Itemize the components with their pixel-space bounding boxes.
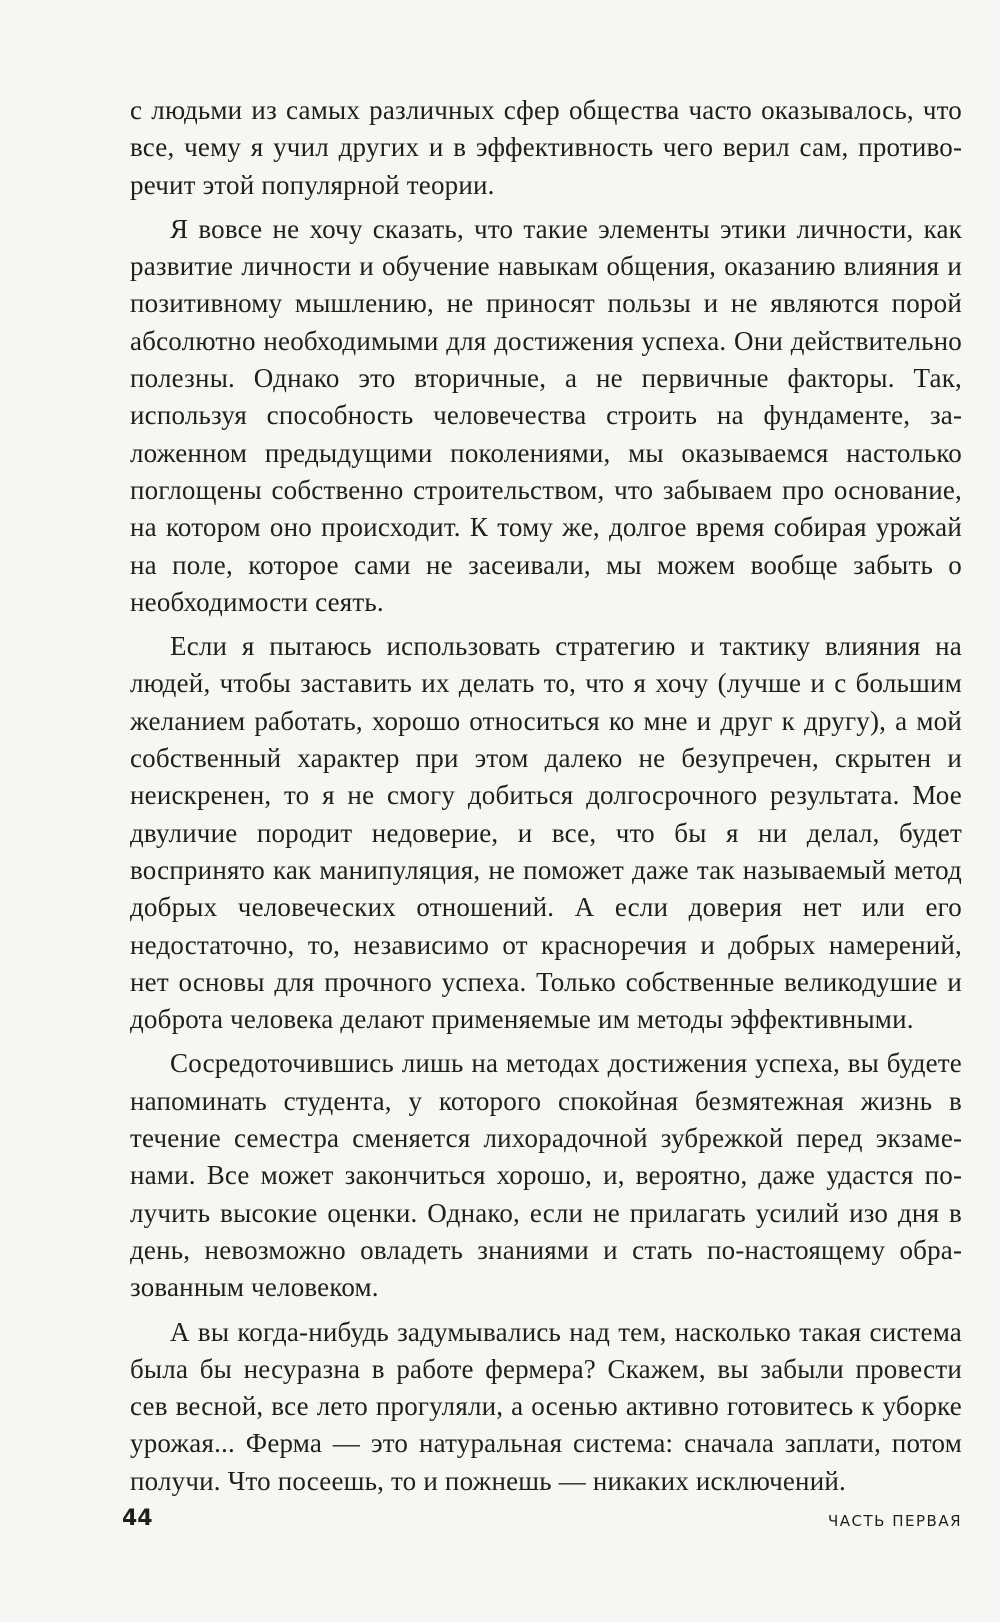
page-body [130,92,962,1507]
paragraph-4: Сосредоточившись лишь на методах достижения успеха, вы будете напоминать студента, у которого спокойная безмятежная жизнь в течение семестра сменяется лихорадочной зубрежкой перед экзаменами. Все может закончиться хорошо, и, вероятно, даже удастся получить высокие оценки. Однако, если не прилагать усилий изо дня в день, невозможно овладеть знаниями и стать по-настоящему образованным человеком. [130,1048,962,1303]
paragraph-3: Если я пытаюсь использовать стратегию и тактику влияния на людей, чтобы заставить их делать то, что я хочу (лучше и с большим желанием работать, хорошо относиться ко мне и друг к другу), а мой собственный характер при этом далеко не безупречен, скрытен и неискренен, то я не смогу добиться долгосрочного результата. Мое двуличие породит недоверие, и все, что бы я ни делал, будет воспринято как манипуляция, не поможет даже так называемый метод добрых человеческих отношений. А если доверия нет или его недостаточно, то, независимо от красноречия и добрых намерений, нет основы для прочного успеха. Только собственные великодушие и доброта человека делают применяемые им методы эффективными. [130,631,962,1035]
paragraph-1: с людьми из самых различных сфер общества часто оказывалось, что все, чему я учил других и в эффективность чего верил сам, противоречит этой популярной теории. [130,95,962,200]
running-footer-section: ЧАСТЬ ПЕРВАЯ [827,1512,962,1530]
paragraph-5: А вы когда-нибудь задумывались над тем, насколько такая система была бы несуразна в работе фермера? Скажем, вы забыли провести сев весной, все лето прогуляли, а осенью активно готовитесь к уборке урожая... Ферма — это натуральная система: сначала заплати, потом получи. Что посеешь, то и пожнешь — никаких исключений. [130,1316,962,1496]
paragraph-2: Я вовсе не хочу сказать, что такие элементы этики личности, как развитие личности и обучение навыкам общения, оказанию влияния и позитивному мышлению, не приносят пользы и не являются порой абсолютно необходимыми для достижения успеха. Они действительно полезны. Однако это вторичные, а не первичные факторы. Так, используя способность человечества строить на фундаменте, заложенном предыдущими поколениями, мы оказываемся настолько поглощены собственно строительством, что забываем про основание, на котором оно происходит. К тому же, долгое время собирая урожай на поле, которое сами не засеивали, мы можем вообще забыть о необходимости сеять. [130,213,962,617]
page-number: 44 [122,1506,153,1531]
